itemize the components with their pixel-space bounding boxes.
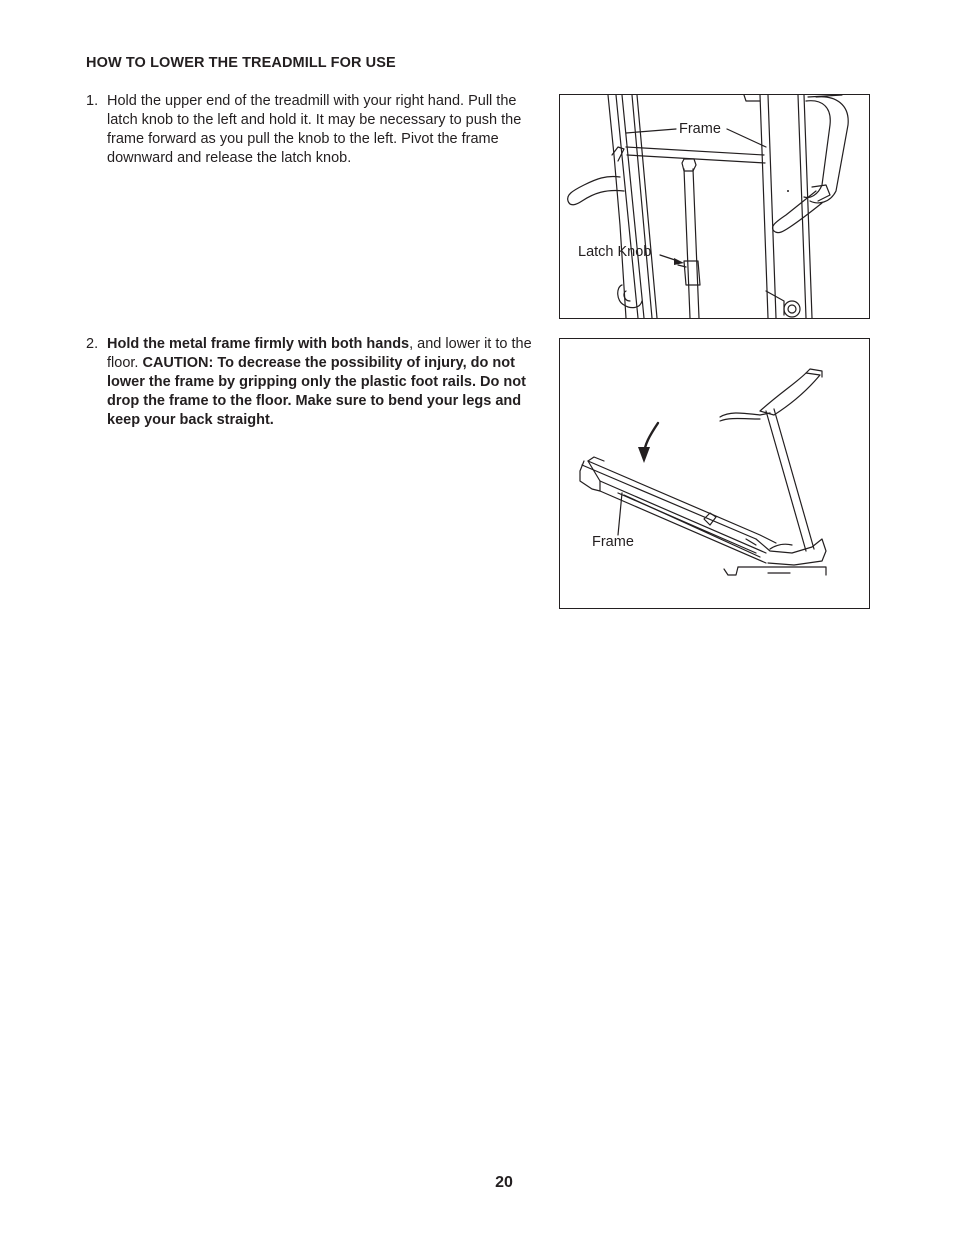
frame-label: Frame xyxy=(679,121,721,137)
treadmill-lowering-illustration xyxy=(560,339,869,608)
step-plain-text: , and lower it to the floor. xyxy=(107,336,532,371)
caution-text: CAUTION: To decrease the possibility of injury, do not lower the frame by gripping only the plastic foot rails. Do not drop the frame to the floor. Make sure to bend your legs and keep your back straight. xyxy=(107,355,526,428)
step-1 xyxy=(86,92,536,168)
step-number: 1. xyxy=(86,93,99,109)
step-2 xyxy=(86,335,536,430)
step-number: 2. xyxy=(86,336,99,352)
latch-knob-label: Latch Knob xyxy=(578,244,652,260)
step-text xyxy=(107,335,536,430)
figure-lowering-frame xyxy=(559,338,870,609)
section-heading: HOW TO LOWER THE TREADMILL FOR USE xyxy=(86,55,396,71)
step-text: Hold the upper end of the treadmill with your right hand. Pull the latch knob to the left and hold it. It may be necessary to push the frame forward as you pull the knob to the left. Pivot the frame downward and release the latch knob. xyxy=(107,93,522,166)
page-number: 20 xyxy=(495,1174,513,1191)
step-bold-lead: Hold the metal frame firmly with both hands xyxy=(107,336,410,352)
figure-latch-knob xyxy=(559,94,870,319)
frame-label: Frame xyxy=(592,534,634,550)
